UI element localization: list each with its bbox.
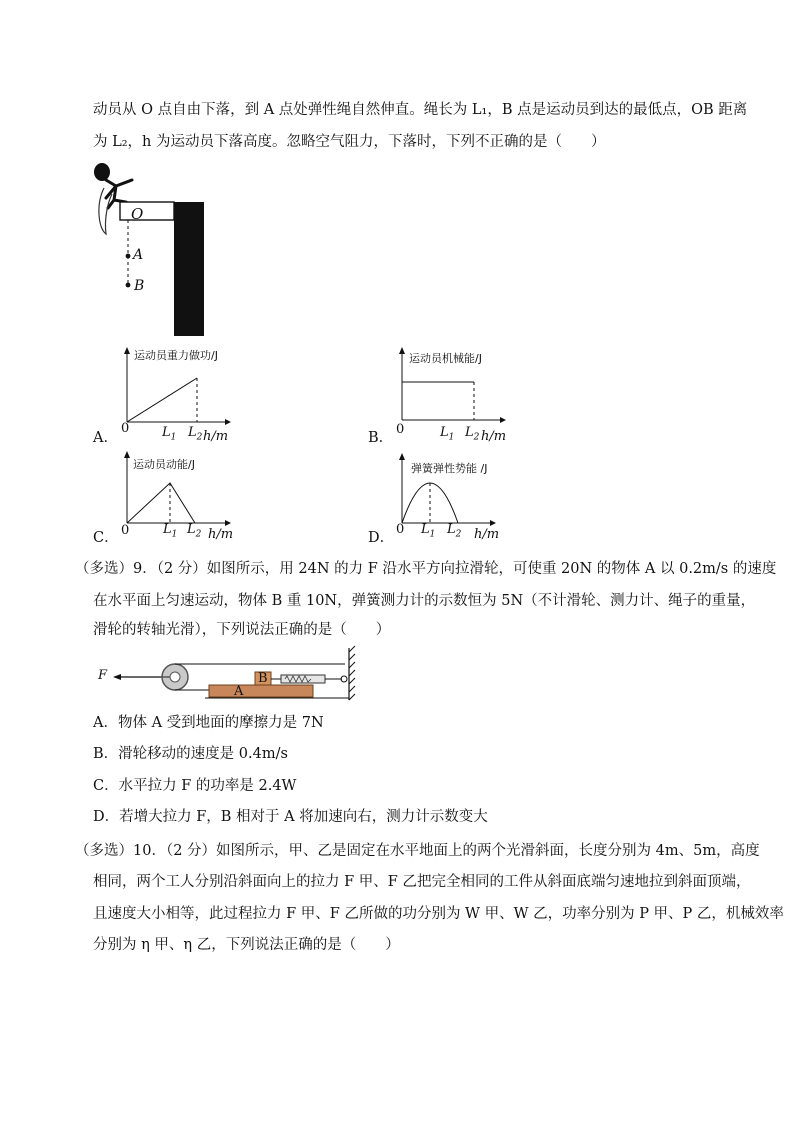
graph-d-title: 弹簧弹性势能 /J: [411, 462, 488, 475]
point-b-label: B: [134, 278, 145, 294]
q9-option-d: D．若增大拉力 F，B 相对于 A 将加速向右，测力计示数变大: [93, 809, 488, 825]
q10-text-line1: （多选）10．（2 分）如图所示，甲、乙是固定在水平地面上的两个光滑斜面，长度分别为 4m、5m，高度: [75, 843, 760, 859]
graph-a-xunit: h/m: [203, 429, 229, 444]
point-o-label: O: [131, 205, 144, 223]
q10-text-line4: 分别为 η 甲、η 乙，下列说法正确的是（ ）: [93, 937, 400, 953]
point-a-label: A: [133, 247, 144, 263]
q8-option-c-letter: C．: [93, 530, 119, 546]
block-a-label: A: [234, 684, 244, 699]
graph-d-l2: $L_2$: [447, 522, 462, 540]
graph-b-title: 运动员机械能/J: [409, 352, 482, 365]
q9-text-line2: 在水平面上匀速运动，物体 B 重 10N，弹簧测力计的示数恒为 5N（不计滑轮、测力计、绳子的重量，: [93, 593, 756, 609]
graph-c-xunit: h/m: [208, 527, 234, 542]
graph-c-l2: $L_2$: [187, 522, 202, 540]
graph-a-l1: $L_1$: [162, 425, 177, 443]
spring-scale-icon: [271, 675, 347, 683]
jumper-icon: [94, 163, 132, 234]
graph-d-xunit: h/m: [474, 527, 500, 542]
pulley-figure: [95, 644, 365, 702]
graph-b-xunit: h/m: [481, 429, 507, 444]
graph-b-origin: 0: [396, 422, 405, 437]
graph-c-title: 运动员动能/J: [133, 458, 195, 471]
bungee-figure: [92, 158, 212, 340]
graph-b-l2: $L_2$: [465, 425, 480, 443]
q8-option-b-letter: B．: [368, 430, 394, 446]
graph-a-title: 运动员重力做功/J: [134, 349, 218, 362]
q9-option-c: C．水平拉力 F 的功率是 2.4W: [93, 778, 297, 794]
q8-option-a-letter: A．: [93, 430, 118, 446]
q9-option-b: B．滑轮移动的速度是 0.4m/s: [93, 746, 288, 762]
graph-a-origin: 0: [121, 421, 130, 436]
q10-text-line2: 相同，两个工人分别沿斜面向上的拉力 F 甲、F 乙把完全相同的工件从斜面底端匀速地拉到斜面顶端，: [93, 874, 751, 890]
q9-text-line1: （多选）9．（2 分）如图所示，用 24N 的力 F 沿水平方向拉滑轮，可使重 20N 的物体 A 以 0.2m/s 的速度: [75, 561, 777, 577]
graph-b-l1: $L_1$: [440, 425, 455, 443]
q9-option-a: A．物体 A 受到地面的摩擦力是 7N: [93, 715, 324, 731]
graph-c-origin: 0: [121, 523, 130, 538]
graph-d-origin: 0: [396, 522, 405, 537]
graph-d-l1: $L_1$: [421, 522, 436, 540]
q10-text-line3: 且速度大小相等，此过程拉力 F 甲、F 乙所做的功分别为 W 甲、W 乙，功率分别为 P 甲、P 乙，机械效率: [93, 906, 784, 922]
q9-text-line3: 滑轮的转轴光滑），下列说法正确的是（ ）: [93, 622, 391, 638]
graph-c-l1: $L_1$: [163, 522, 178, 540]
q8-text-line2: 为 L₂，h 为运动员下落高度。忽略空气阻力，下落时，下列不正确的是（ ）: [93, 134, 606, 150]
graph-a-l2: $L_2$: [188, 425, 203, 443]
q8-text-line1: 动员从 O 点自由下落，到 A 点处弹性绳自然伸直。绳长为 L₁，B 点是运动员到达的最低点，OB 距离: [93, 102, 748, 118]
q8-option-d-letter: D．: [368, 530, 395, 546]
force-f-label: F: [98, 668, 108, 683]
block-b-label: B: [258, 671, 268, 686]
